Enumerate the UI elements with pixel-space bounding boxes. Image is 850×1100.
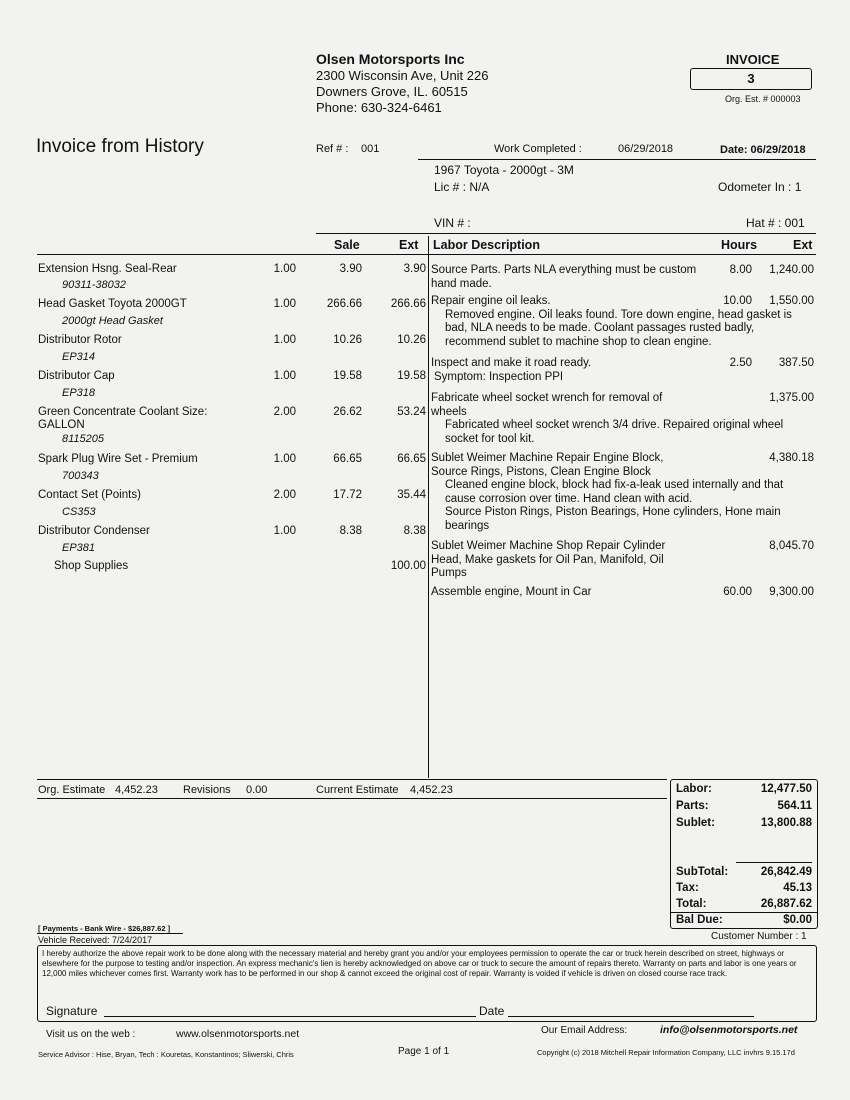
labor-note: Symptom: Inspection PPI [434,370,564,383]
labor-ext: 9,300.00 [769,586,814,598]
ext-header: Ext [399,238,419,252]
current-estimate-label: Current Estimate [316,784,399,796]
part-sale: 266.66 [326,298,362,310]
shop-address-line2: Downers Grove, IL. 60515 [316,84,468,99]
estimate-rule [37,779,667,780]
part-sale: 19.58 [333,370,362,382]
org-est-number: Org. Est. # 000003 [725,94,801,104]
labor-item: Repair engine oil leaks. Removed engine. Oil leaks found. Tore down engine, head gasket is bad, NLA needs to be made. Coolant passages rusted badly, recommend sublet to machine shop to clean engine. [431,295,813,349]
invoice-number: 3 [690,68,812,90]
part-sale: 66.65 [333,453,362,465]
part-ext: 266.66 [390,298,426,310]
invoice-date: Date: 06/29/2018 [720,144,806,156]
part-sale: 8.38 [339,525,362,537]
labor-ext: 1,375.00 [769,392,814,404]
parts-total-label: Parts: [676,800,709,812]
shop-address-line1: 2300 Wisconsin Ave, Unit 226 [316,68,489,83]
hat-number: Hat # : 001 [746,216,805,230]
part-number: 8115205 [62,433,105,445]
service-advisor: Service Advisor : Hise, Bryan, Tech : Kouretas, Konstantinos; Sliwerski, Chris [38,1050,294,1059]
signature-line[interactable] [104,1016,476,1017]
part-ext: 53.24 [397,406,426,418]
work-completed-value: 06/29/2018 [618,143,674,155]
signature-label: Signature [46,1004,98,1018]
labor-note: Fabricated wheel socket wrench 3/4 drive. Repaired original wheel socket for tool kit. [445,419,784,445]
sublet-total: 13,800.88 [760,817,812,829]
hours-header: Hours [721,238,758,252]
labor-item: Inspect and make it road ready. Symptom: Inspection PPI [431,357,721,384]
subtotal-rule [736,862,812,863]
part-name: Head Gasket Toyota 2000GT [38,298,187,310]
labor-hours: 60.00 [723,586,752,598]
page-title: Invoice from History [36,136,204,157]
sublet-total-label: Sublet: [676,817,715,829]
part-sale: 10.26 [333,334,362,346]
part-ext: 3.90 [403,263,426,275]
sale-header: Sale [334,238,360,252]
labor-ext-header: Ext [793,238,813,252]
labor-item: Assemble engine, Mount in Car [431,586,592,598]
labor-hours: 10.00 [723,295,752,307]
part-ext: 35.44 [397,489,426,501]
license-number: Lic # : N/A [434,180,490,194]
labor-note: Source Piston Rings, Piston Bearings, Hone cylinders, Hone main bearings [445,506,781,532]
part-name: Contact Set (Points) [38,489,141,501]
part-number: 700343 [62,470,99,482]
part-number: EP314 [62,351,96,363]
shop-phone: Phone: 630-324-6461 [316,100,442,115]
shop-name: Olsen Motorsports Inc [316,51,465,67]
part-qty: 1.00 [273,525,296,537]
baldue-rule [670,912,818,913]
part-name: Distributor Cap [38,370,115,382]
part-ext: 8.38 [403,525,426,537]
vehicle-description: 1967 Toyota - 2000gt - 3M [434,163,574,177]
labor-item: Source Parts. Parts NLA everything must be custom hand made. [431,264,697,290]
part-name-line2: GALLON [38,419,85,431]
part-name: Extension Hsng. Seal-Rear [38,263,177,275]
part-number: EP381 [62,542,96,554]
org-estimate-label: Org. Estimate [38,784,106,796]
labor-hours: 8.00 [729,264,752,276]
bal-due-label: Bal Due: [676,914,723,926]
subtotal: 26,842.49 [760,866,812,878]
part-sale: 3.90 [339,263,362,275]
copyright: Copyright (c) 2018 Mitchell Repair Information Company, LLC invhrs 9.15.17d [537,1048,795,1057]
labor-note: Cleaned engine block, block had fix-a-leak used internally and that cause corrosion over time. Hand clean with acid. [445,479,784,505]
bal-due: $0.00 [783,914,812,926]
part-qty: 1.00 [273,334,296,346]
estimate-rule-bottom [37,798,667,799]
divider [418,159,816,160]
part-number: EP318 [62,387,96,399]
labor-ext: 8,045.70 [769,540,814,552]
part-qty: 2.00 [273,489,296,501]
header-top-rule [316,233,816,234]
payments-line: [ Payments - Bank Wire - $26,887.62 ] [38,924,171,933]
part-number: CS353 [62,506,96,518]
labor-total: 12,477.50 [760,783,812,795]
labor-total-label: Labor: [676,783,712,795]
part-name: Spark Plug Wire Set - Premium [38,453,198,465]
part-sale: 26.62 [333,406,362,418]
current-estimate-value: 4,452.23 [410,784,453,796]
part-ext: 66.65 [397,453,426,465]
labor-item: Sublet Weimer Machine Repair Engine Block, Source Rings, Pistons, Clean Engine Block Cleaned engine block, block had fix-a-leak used internally and that cause corrosion over time. Hand clean with acid. Source Piston Rings, Piston Bearings, Hone cylinders, Hone main bearings [431,452,813,533]
email-link[interactable]: info@olsenmotorsports.net [660,1024,798,1036]
date-line[interactable] [508,1016,754,1017]
shop-supplies-ext: 100.00 [390,560,426,572]
labor-item: Fabricate wheel socket wrench for removal of wheels Fabricated wheel socket wrench 3/4 drive. Repaired original wheel socket for tool kit. [431,392,813,446]
part-ext: 19.58 [397,370,426,382]
part-number: 2000gt Head Gasket [62,315,163,327]
part-name: Distributor Rotor [38,334,122,346]
part-qty: 1.00 [273,370,296,382]
labor-ext: 4,380.18 [769,452,814,464]
total-label: Total: [676,898,707,910]
subtotal-label: SubTotal: [676,866,729,878]
labor-description-header: Labor Description [433,238,540,252]
labor-item: Sublet Weimer Machine Shop Repair Cylinder Head, Make gaskets for Oil Pan, Manifold, Oil Pumps [431,540,666,579]
column-divider [428,236,429,778]
invoice-label: INVOICE [726,52,780,67]
parts-total: 564.11 [777,800,812,812]
part-ext: 10.26 [397,334,426,346]
labor-note: Removed engine. Oil leaks found. Tore down engine, head gasket is bad, NLA needs to be made. Coolant passages rusted badly, recommend sublet to machine shop to clean engine. [445,308,792,348]
website-link[interactable]: www.olsenmotorsports.net [176,1028,300,1040]
web-label: Visit us on the web : [46,1029,136,1040]
vin-number: VIN # : [434,216,471,230]
tax: 45.13 [783,882,812,894]
part-number: 90311-38032 [62,279,127,291]
part-qty: 1.00 [273,453,296,465]
part-name: Distributor Condenser [38,525,150,537]
labor-hours: 2.50 [729,357,752,369]
labor-ext: 387.50 [778,357,814,369]
header-bottom-rule [37,254,816,255]
ref-value: 001 [361,143,380,155]
part-qty: 1.00 [273,298,296,310]
page-number: Page 1 of 1 [398,1046,450,1057]
payments-rule [37,933,183,934]
vehicle-received: Vehicle Received: 7/24/2017 [38,935,153,945]
revisions-value: 0.00 [246,784,268,796]
authorization-text: I hereby authorize the above repair work to be done along with the necessary material and hereby grant you and/or your employees permission to operate the car or truck herein described on street, highways or elsewhere for the purpose to testing and/or inspection. An express mechanic's lien is hereby acknowledged on above car or truck to secure the amount of repairs thereto. Warranty on parts and labor is one years or 12,000 miles whichever comes first. Warranty work has to be performed in our shop & cannot exceed the original cost of repair. Warranty is voided if vehicle is driven on closed course race track. [42,949,797,978]
labor-ext: 1,550.00 [769,295,814,307]
part-name: Green Concentrate Coolant Size: [38,406,208,418]
shop-supplies-label: Shop Supplies [54,560,129,572]
total: 26,887.62 [760,898,812,910]
labor-ext: 1,240.00 [769,264,814,276]
tax-label: Tax: [676,882,699,894]
part-sale: 17.72 [333,489,362,501]
part-qty: 2.00 [273,406,296,418]
email-label: Our Email Address: [541,1025,628,1036]
part-qty: 1.00 [273,263,296,275]
ref-label: Ref # : [316,143,349,155]
work-completed-label: Work Completed : [494,143,582,155]
date-label: Date [479,1004,505,1018]
customer-number: Customer Number : 1 [711,931,807,942]
revisions-label: Revisions [183,784,231,796]
odometer-in: Odometer In : 1 [718,180,802,194]
org-estimate-value: 4,452.23 [115,784,158,796]
